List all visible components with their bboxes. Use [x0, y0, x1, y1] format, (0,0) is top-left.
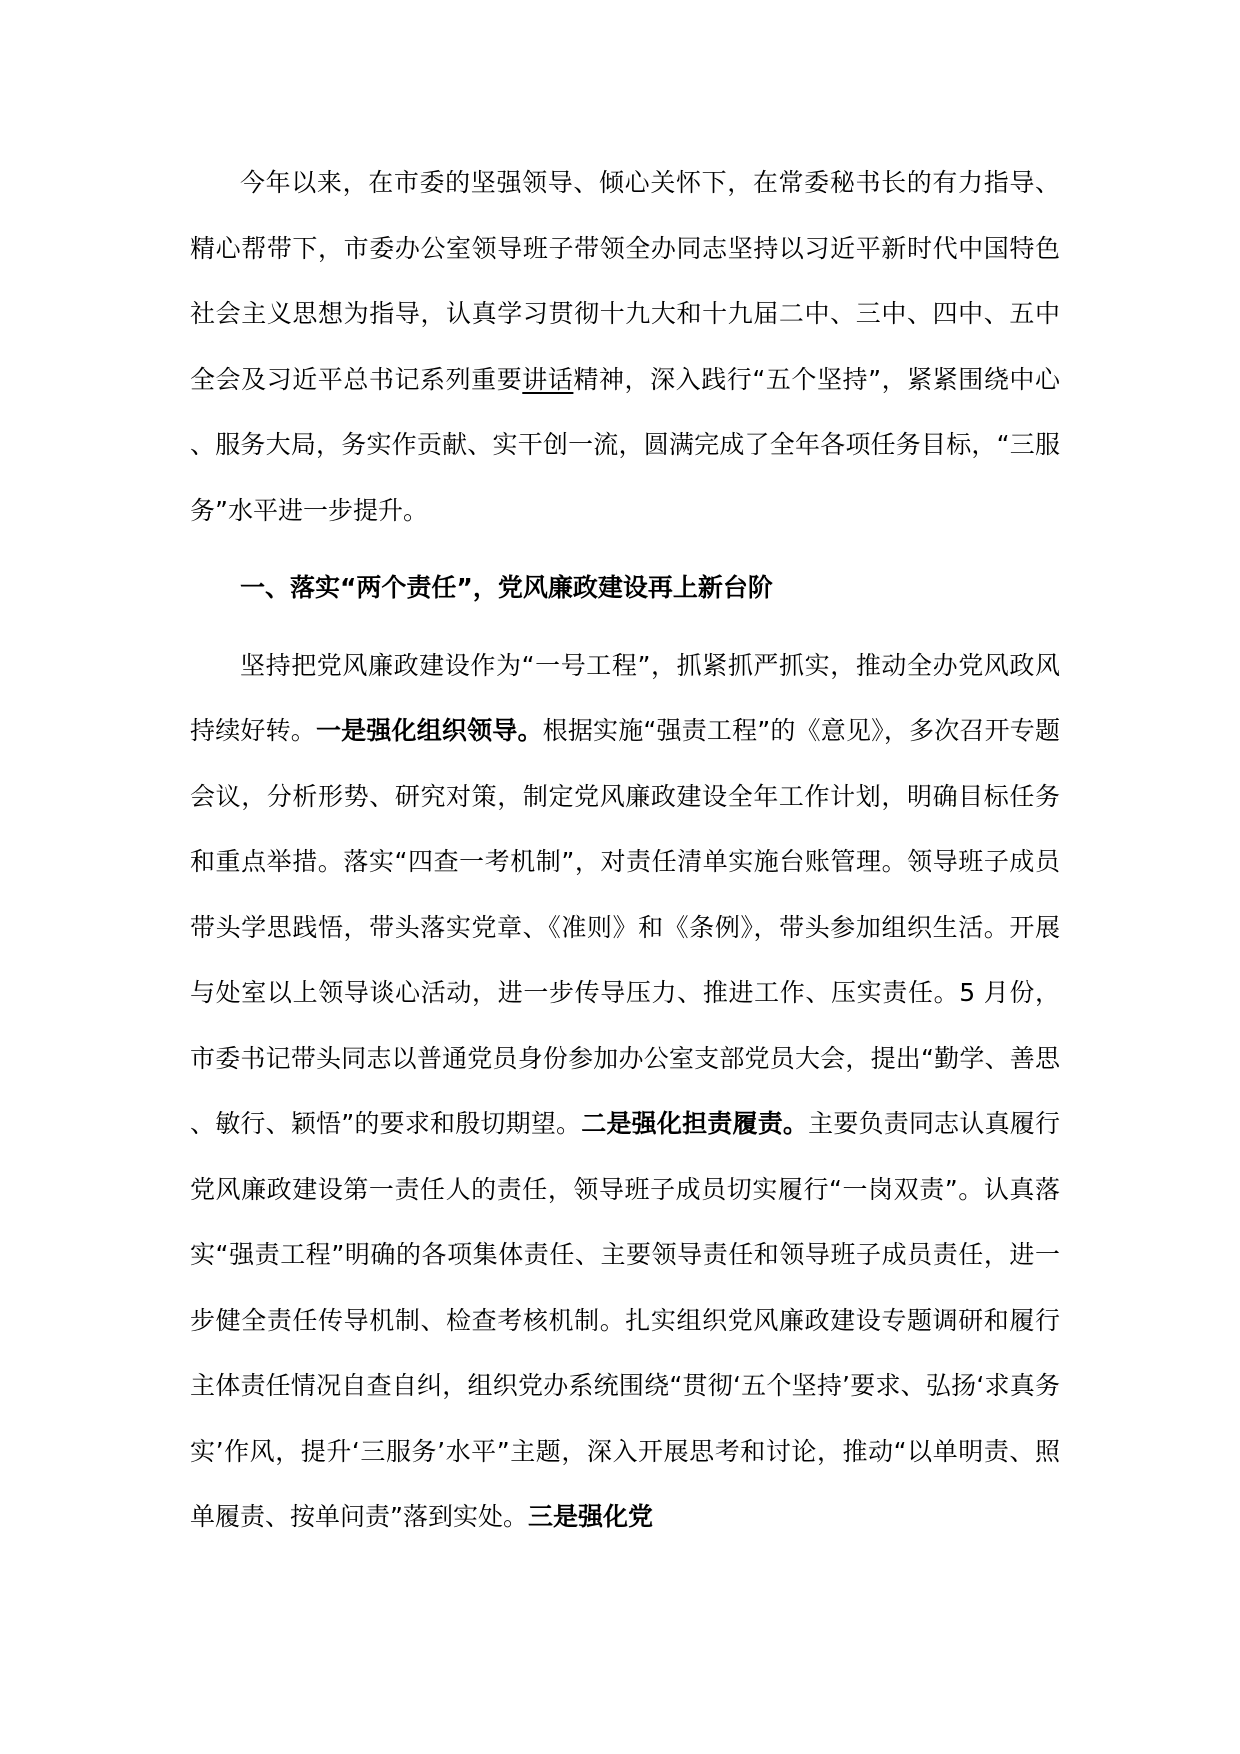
section-text-1: 坚持把党风廉政建设作为“一号工程”，抓紧抓严抓实，推动全办党风政风持续好转。: [190, 650, 1060, 745]
intro-text-part2: 精神，深入践行“五个坚持”，紧紧围绕中心、服务大局，务实作贡献、实干创一流，圆满完成了全年各项任务目标，“三服务”水平进一步提升。: [190, 364, 1060, 525]
section-text-2: 根据实施“强责工程”的《意见》，多次召开专题会议，分析形势、研究对策，制定党风廉政建设全年工作计划，明确目标任务和重点举措。落实“四查一考机制”，对责任清单实施台账管理。领导班子成员带头学思践悟，带头落实党章、《准则》和《条例》，带头参加组织生活。开展与处室以上领导谈心活动，进一步传导压力、推进工作、压实责任。5 月份，市委书记带头同志以普通党员身份参加办公室支部党员大会，提出“勤学、善思、敏行、颖悟”的要求和殷切期望。: [190, 716, 1060, 1138]
section-heading: 一、落实“两个责任”，党风廉政建设再上新台阶: [240, 573, 773, 602]
section-bold-2: 二是强化担责履责。: [581, 1109, 809, 1138]
intro-paragraph: [190, 150, 1060, 543]
intro-underlined-text: 讲话: [522, 364, 574, 394]
section-paragraph: [190, 633, 1060, 1550]
section-bold-1: 一是强化组织领导。: [315, 716, 543, 745]
intro-text-part1: 今年以来，在市委的坚强领导、倾心关怀下，在常委秘书长的有力指导、精心帮带下，市委办公室领导班子带领全办同志坚持以习近平新时代中国特色社会主义思想为指导，认真学习贯彻十九大和十九届二中、三中、四中、五中全会及习近平总书记系列重要: [190, 168, 1060, 394]
section-bold-3: 三是强化党: [527, 1502, 653, 1531]
section-text-3: 主要负责同志认真履行党风廉政建设第一责任人的责任，领导班子成员切实履行“一岗双责”。认真落实“强责工程”明确的各项集体责任、主要领导责任和领导班子成员责任，进一步健全责任传导机制、检查考核机制。扎实组织党风廉政建设专题调研和履行主体责任情况自查自纠，组织党办系统围绕“贯彻‘五个坚持’要求、弘扬‘求真务实’作风，提升‘三服务’水平”主题，深入开展思考和讨论，推动“以单明责、照单履责、按单问责”落到实处。: [190, 1109, 1060, 1531]
document-page: [190, 150, 1060, 1550]
